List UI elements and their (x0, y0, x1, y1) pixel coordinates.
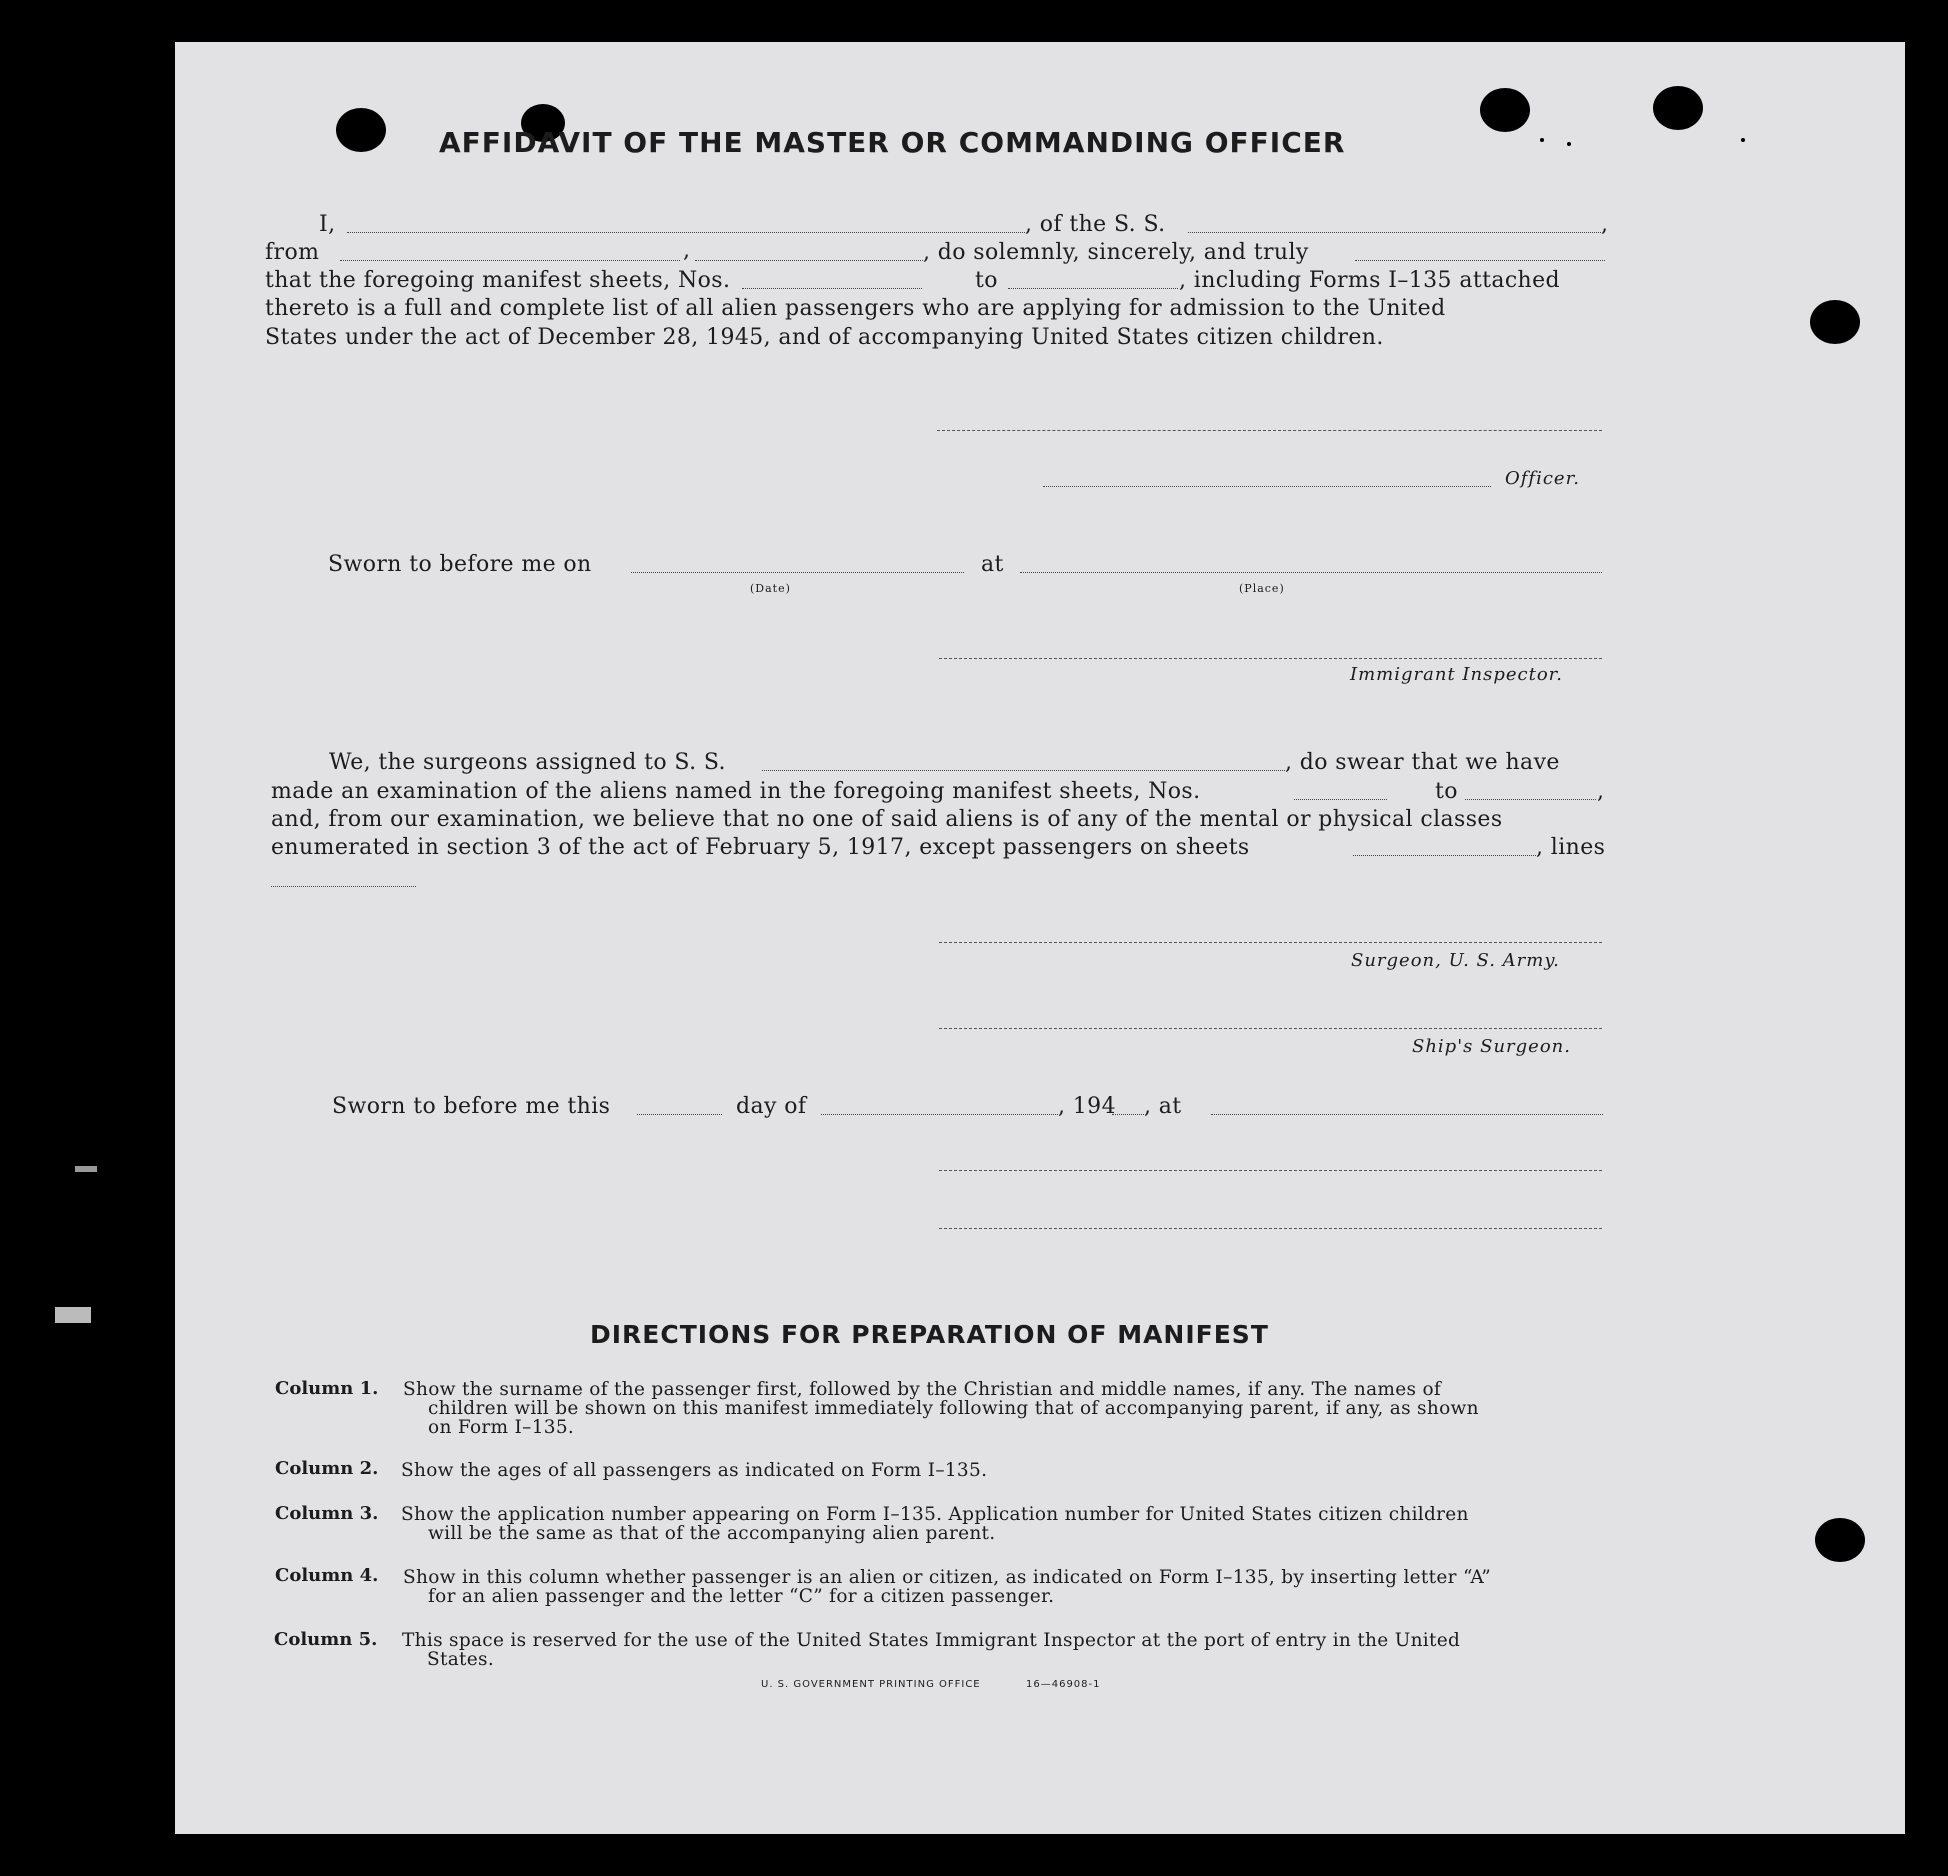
solemnly-text: , do solemnly, sincerely, and truly (923, 240, 1309, 265)
of-ss-label: , of the S. S. (1025, 212, 1166, 237)
speck (1540, 138, 1544, 142)
lines-label: , lines (1536, 835, 1606, 860)
surgeons-line4: enumerated in section 3 of the act of February 5, 1917, except passengers on sheets (271, 835, 1250, 860)
army-surgeon-signature-line[interactable] (939, 942, 1602, 943)
affidavit-line4: thereto is a full and complete list of all alien passengers who are applying for admission to the United (265, 296, 1446, 321)
second-inspector-signature-line[interactable] (939, 1170, 1602, 1171)
form-page (175, 42, 1905, 1834)
year-digit-field[interactable] (1112, 1114, 1144, 1115)
exception-sheets-field[interactable] (1353, 855, 1536, 856)
direction-text: This space is reserved for the use of the United States Immigrant Inspector at the port of entry in the United (402, 1630, 1461, 1651)
inspector-label: Immigrant Inspector. (1350, 664, 1564, 685)
surgeons-sheet-from-field[interactable] (1294, 799, 1387, 800)
punctuation: , (683, 238, 691, 263)
surgeons-swear-text: , do swear that we have (1285, 750, 1560, 775)
directions-title: DIRECTIONS FOR PREPARATION OF MANIFEST (590, 1320, 1269, 1349)
sworn2-at-label: , at (1144, 1094, 1182, 1119)
punch-hole (1653, 86, 1703, 130)
direction-text: children will be shown on this manifest immediately following that of accompanying parent, if any, as shown (428, 1398, 1479, 1419)
sworn-place-field[interactable] (1020, 572, 1602, 573)
army-surgeon-label: Surgeon, U. S. Army. (1351, 950, 1560, 971)
surgeons-sheet-to-field[interactable] (1465, 799, 1596, 800)
sworn-date-field[interactable] (631, 572, 964, 573)
direction-text: for an alien passenger and the letter “C” for a citizen passenger. (428, 1586, 1055, 1607)
scan-artifact (75, 1166, 97, 1172)
direction-text: Show the application number appearing on Form I–135. Application number for United States citizen children (401, 1504, 1469, 1525)
column-label: Column 3. (275, 1503, 379, 1524)
sworn-day-field[interactable] (637, 1114, 722, 1115)
direction-text: States. (427, 1649, 494, 1670)
surgeons-line1: We, the surgeons assigned to S. S. (329, 750, 726, 775)
punch-hole (1480, 88, 1530, 132)
direction-text: Show the surname of the passenger first, followed by the Christian and middle names, if any. The names of (403, 1379, 1442, 1400)
ship-name-field[interactable] (1188, 232, 1601, 233)
punch-hole (1810, 300, 1860, 344)
sworn-this-label: Sworn to before me this (332, 1094, 611, 1119)
ship-surgeon-label: Ship's Surgeon. (1412, 1036, 1571, 1057)
second-inspector-title-line[interactable] (939, 1228, 1602, 1229)
affidavit-title: AFFIDAVIT OF THE MASTER OR COMMANDING OFFICER (439, 126, 1346, 159)
surgeons-ship-field[interactable] (762, 770, 1285, 771)
to-label: to (975, 268, 998, 293)
direction-text: Show the ages of all passengers as indicated on Form I–135. (401, 1460, 988, 1481)
manifest-sheets-text: that the foregoing manifest sheets, Nos. (265, 268, 731, 293)
master-signature-line[interactable] (937, 430, 1602, 431)
affidavit-line5: States under the act of December 28, 1945, and of accompanying United States citizen children. (265, 325, 1384, 350)
officer-title-field[interactable] (1043, 486, 1491, 487)
date-caption: (Date) (750, 582, 791, 595)
oath-blank-field[interactable] (1355, 260, 1605, 261)
direction-text: will be the same as that of the accompanying alien parent. (428, 1523, 996, 1544)
column-label: Column 4. (275, 1565, 379, 1586)
punctuation: , (1601, 212, 1609, 237)
surgeons-line3: and, from our examination, we believe that no one of said aliens is of any of the mental or physical classes (271, 807, 1503, 832)
ship-surgeon-signature-line[interactable] (939, 1028, 1602, 1029)
inspector-signature-line[interactable] (939, 658, 1602, 659)
form-code: 16—46908-1 (1026, 1679, 1101, 1690)
surgeons-to-label: to (1435, 779, 1458, 804)
printer-imprint: U. S. GOVERNMENT PRINTING OFFICE (761, 1679, 981, 1690)
sheet-from-field[interactable] (742, 288, 922, 289)
sheet-to-field[interactable] (1008, 288, 1178, 289)
direction-text: on Form I–135. (428, 1417, 575, 1438)
speck (1741, 138, 1745, 142)
surgeons-line2: made an examination of the aliens named in the foregoing manifest sheets, Nos. (271, 779, 1201, 804)
master-name-field[interactable] (347, 232, 1025, 233)
from-label: from (265, 240, 320, 265)
exception-lines-field[interactable] (271, 886, 416, 887)
place-caption: (Place) (1239, 582, 1285, 595)
scan-artifact (55, 1307, 91, 1323)
from-country-field[interactable] (695, 260, 923, 261)
punch-hole (1815, 1518, 1865, 1562)
at-label: at (981, 552, 1004, 577)
column-label: Column 5. (274, 1629, 378, 1650)
speck (1567, 142, 1571, 146)
sworn2-place-field[interactable] (1211, 1114, 1603, 1115)
from-port-field[interactable] (340, 260, 680, 261)
punch-hole (336, 108, 386, 152)
year-prefix: , 194 (1058, 1094, 1116, 1119)
affidavit-i-label: I, (319, 212, 336, 237)
sworn-to-label: Sworn to before me on (328, 552, 592, 577)
sworn-month-field[interactable] (821, 1114, 1058, 1115)
column-label: Column 2. (275, 1458, 379, 1479)
direction-text: Show in this column whether passenger is an alien or citizen, as indicated on Form I–135, by inserting letter “A” (403, 1567, 1492, 1588)
forms-attached-text: , including Forms I–135 attached (1179, 268, 1561, 293)
officer-label: Officer. (1505, 468, 1580, 489)
column-label: Column 1. (275, 1378, 379, 1399)
day-of-label: day of (736, 1094, 807, 1119)
punctuation: , (1597, 779, 1605, 804)
